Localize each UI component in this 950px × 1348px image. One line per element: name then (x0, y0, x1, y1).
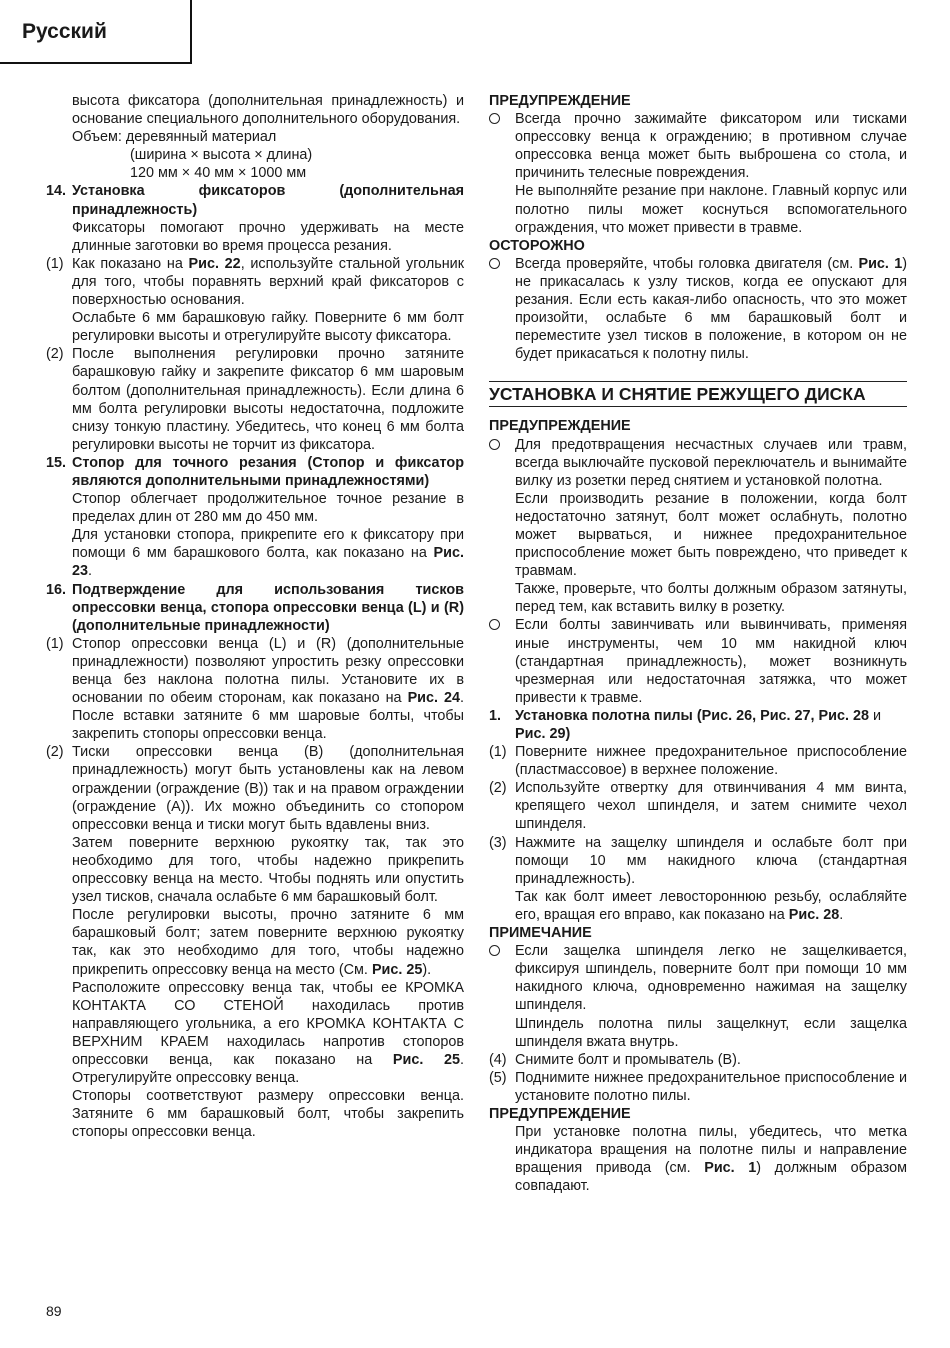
bullet-item: Всегда прочно зажимайте фиксатором или тисками опрессовку венца к ограждению; в противном случае опрессовка венца может быть выброшена со стола, и причинить телесные повреждения. Не выполняйте резание при наклоне. Главный корпус или полотно пилы может коснуться вспомогательного ограждения, что может привести в травме. (489, 110, 907, 237)
bullet-item: Для предотвращения несчастных случаев или травм, всегда выключайте пусковой переключатель и вынимайте вилку из розетки перед снятием и установкой полотна. Если производить резание в положении, когда болт недостаточно затянут, болт может ослабнуть, полотно может вырваться, и нижнее предохранительное приспособление может быть повреждено, что приведет к травмам. Также, проверьте, что болты должным образом затянуты, перед тем, как вставить вилку в розетку. (489, 436, 907, 617)
list-item: (2) Тиски опрессовки венца (B) (дополнительная принадлежность) могут быть установлены как на левом ограждении (ограждение (B)) так и на правом ограждении (ограждение (A)). Их можно объединить со стопором опрессовки венца и тиски могут быть вдавлены вниз. Затем поверните верхнюю рукоятку так, так это необходимо для того, чтобы надежно прикрепить опрессовку венца на место. Чтобы поднять или опустить узел тисков, сначала ослабьте 6 мм барашковый болт. После регулировки высоты, прочно затяните 6 мм барашковый болт; затем поверните верхнюю рукоятку так, как это необходимо для того, чтобы надежно прикрепить опрессовку венца на место (См. Рис. 25). Расположите опрессовку венца так, чтобы ее КРОМКА КОНТАКТА СО СТЕНОЙ находилась против направляющего угольника, а его КРОМКА КОНТАКТА С ВЕРХНИМ КРАЕМ находилась напротив стопоров опрессовки венца, как показано на Рис. 25. Отрегулируйте опрессовку венца. Стопоры соответствуют размеру опрессовки венца. Затяните 6 мм барашковый болт, чтобы закрепить стопоры опрессовки венца. (46, 744, 465, 1141)
warning-text: При установке полотна пилы, убедитесь, что метка индикатора вращения на полотне пилы и направление вращения привода (см. Рис. 1) должным образом совпадают. (515, 1124, 907, 1195)
figure-ref: Рис. 25 (392, 1051, 461, 1068)
list-item: (5) Поднимите нижнее предохранительное приспособление и установите полотно пилы. (489, 1069, 907, 1104)
page-number: 89 (46, 1303, 62, 1319)
intro-paragraph: высота фиксатора (дополнительная принадлежность) и основание специального дополнительного оборудования. (72, 93, 464, 128)
list-item: (1) Поверните нижнее предохранительное приспособление (пластмассовое) в верхнее положение. (489, 744, 907, 779)
section-15-heading: 15. Стопор для точного резания (Стопор и фиксатор являются дополнительными принадлежностями) (46, 454, 464, 489)
section-15-title: Стопор для точного резания (Стопор и фиксатор являются дополнительными принадлежностями) (72, 454, 464, 489)
list-item: (4) Снимите болт и промыватель (B). (489, 1051, 741, 1068)
volume-label: Объем: деревянный материал (72, 129, 277, 146)
bullet-item: Если болты завинчивать или вывинчивать, применяя иные инструменты, чем 10 мм накидной ключ (стандартная принадлежность), может возникнуть чрезмерная или недостаточная затяжка, что может привести к травме. (489, 616, 907, 706)
right-column (489, 92, 907, 1195)
warning-heading: ПРЕДУПРЕЖДЕНИЕ (489, 1105, 631, 1122)
bullet-item: Всегда проверяйте, чтобы головка двигателя (см. Рис. 1) не прикасалась к узлу тисков, когда ее опускают для резания. Если есть какая-либо опасность, что это может произойти, ослабьте 6 мм барашковый болт и переместите узел тисков в положение, в котором он не будет прикасаться к полотну пилы. (489, 255, 907, 364)
figure-ref: Рис. 23 (72, 545, 464, 580)
bullet-item: Если защелка шпинделя легко не защелкивается, фиксируя шпиндель, поверните болт при помощи 10 мм накидного ключа, одновременно нажимая на защелку шпинделя. Шпиндель полотна пилы защелкнут, если защелка шпинделя вжата внутрь. (489, 942, 907, 1051)
dimensions-line-2: 120 мм × 40 мм × 1000 мм (130, 165, 307, 182)
circle-bullet-icon (489, 258, 500, 269)
circle-bullet-icon (489, 945, 500, 956)
step-1-heading: 1. Установка полотна пилы (Рис. 26, Рис. 27, Рис. 28 и Рис. 29) (489, 707, 882, 742)
circle-bullet-icon (489, 619, 500, 630)
caution-heading: ОСТОРОЖНО (489, 237, 585, 254)
section-15-text-2: Для установки стопора, прикрепите его к фиксатору при помощи 6 мм барашкового болта, как показано на Рис. 23. (72, 527, 464, 580)
warning-heading: ПРЕДУПРЕЖДЕНИЕ (489, 93, 631, 109)
list-item: (2) Используйте отвертку для отвинчивания 4 мм винта, крепящего чехол шпинделя, и затем снимите чехол шпинделя. (489, 780, 907, 833)
section-16-title: Подтверждение для использования тисков опрессовки венца, стопора опрессовки венца (L) и (R) (дополнительные принадлежности) (72, 581, 464, 634)
circle-bullet-icon (489, 439, 500, 450)
circle-bullet-icon (489, 113, 500, 124)
list-item: (1) Стопор опрессовки венца (L) и (R) (дополнительные принадлежности) позволяют упростить резку опрессовки венца без наклона полотна пилы. Установите их в основании по обеим сторонам, как показано на Рис. 24. После вставки затяните 6 мм шаровые болты, чтобы закрепить стопоры опрессовки венца. (46, 635, 465, 743)
note-heading: ПРИМЕЧАНИЕ (489, 925, 592, 942)
section-title: УСТАНОВКА И СНЯТИЕ РЕЖУЩЕГО ДИСКА (489, 381, 907, 407)
list-item: (3) Нажмите на защелку шпинделя и ослабьте болт при помощи 10 мм накидного ключа (стандартная принадлежность). Так как болт имеет левостороннюю резьбу, ослабляйте его, вращая его вправо, как показано на Рис. 28. (489, 834, 907, 923)
left-column (46, 92, 464, 1141)
list-item: (2) После выполнения регулировки прочно затяните барашковую гайку и закрепите фиксатор 6 мм шаровым болтом (дополнительная принадлежность). Если длина 6 мм болта регулировки высоты недостаточна, подложите снизу тонкую пластину. Убедитесь, что конец 6 мм болта регулировки высоты не торчит из фиксатора. (46, 346, 464, 453)
figure-ref: Рис. 25 (371, 961, 423, 978)
figure-ref: Рис. 1 (704, 1160, 757, 1177)
dimensions-line-1: (ширина × высота × длина) (130, 147, 313, 164)
section-14-text: Фиксаторы помогают прочно удерживать на месте длинные заготовки во время процесса резания. (72, 219, 464, 254)
section-15-text-1: Стопор облегчает продолжительное точное резание в пределах длин от 280 мм до 450 мм. (72, 491, 464, 526)
section-14-title: Установка фиксаторов (дополнительная принадлежность) (72, 183, 464, 218)
figure-ref: Рис. 22 (188, 255, 241, 272)
warning-heading: ПРЕДУПРЕЖДЕНИЕ (489, 418, 631, 435)
list-item: (1) Как показано на Рис. 22, используйте стальной угольник для того, чтобы поравнять верхний край фиксаторов с поверхностью основания. Ослабьте 6 мм барашковую гайку. Поверните 6 мм болт регулировки высоты и отрегулируйте высоту фиксатора. (46, 255, 464, 345)
figure-ref: Рис. 1 (858, 255, 903, 272)
figure-ref: Рис. 24 (407, 690, 461, 707)
figure-ref: Рис. 28 (788, 906, 840, 923)
section-14-heading: 14. Установка фиксаторов (дополнительная принадлежность) (46, 183, 464, 218)
section-16-heading: 16. Подтверждение для использования тисков опрессовки венца, стопора опрессовки венца (L) и (R) (дополнительные принадлежности) (46, 581, 464, 634)
language-label: Русский (22, 20, 107, 43)
language-tab (0, 0, 192, 64)
